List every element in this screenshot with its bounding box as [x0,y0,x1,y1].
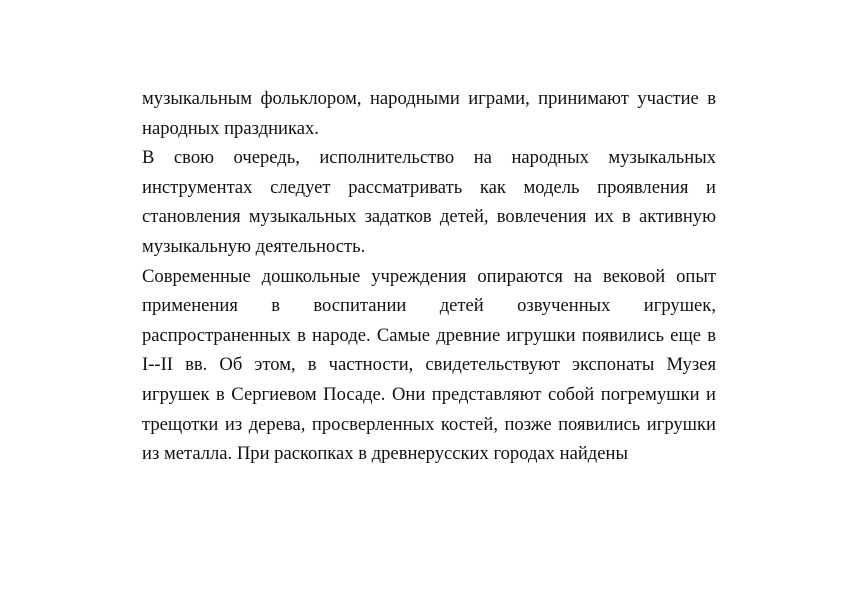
paragraph-1: музыкальным фольклором, народными играми, принимают участие в народных праздниках. [142,88,716,139]
paragraph-2: В свою очередь, исполнительство на народных музыкальных инструментах следует рассматривать как модель проявления и становления музыкальных задатков детей, вовлечения их в активную музыкальную деятельность. [142,147,716,257]
paragraph-3: Современные дошкольные учреждения опираются на вековой опыт применения в воспитании детей озвученных игрушек, распространенных в народе. Самые древние игрушки появились еще в I--II вв. Об этом, в частности, свидетельствуют экспонаты Музея игрушек в Сергиевом Посаде. Они представляют собой погремушки и трещотки из дерева, просверленных костей, позже появились игрушки из металла. При раскопках в древнерусских городах найдены [142,265,716,465]
body-text [142,84,716,469]
